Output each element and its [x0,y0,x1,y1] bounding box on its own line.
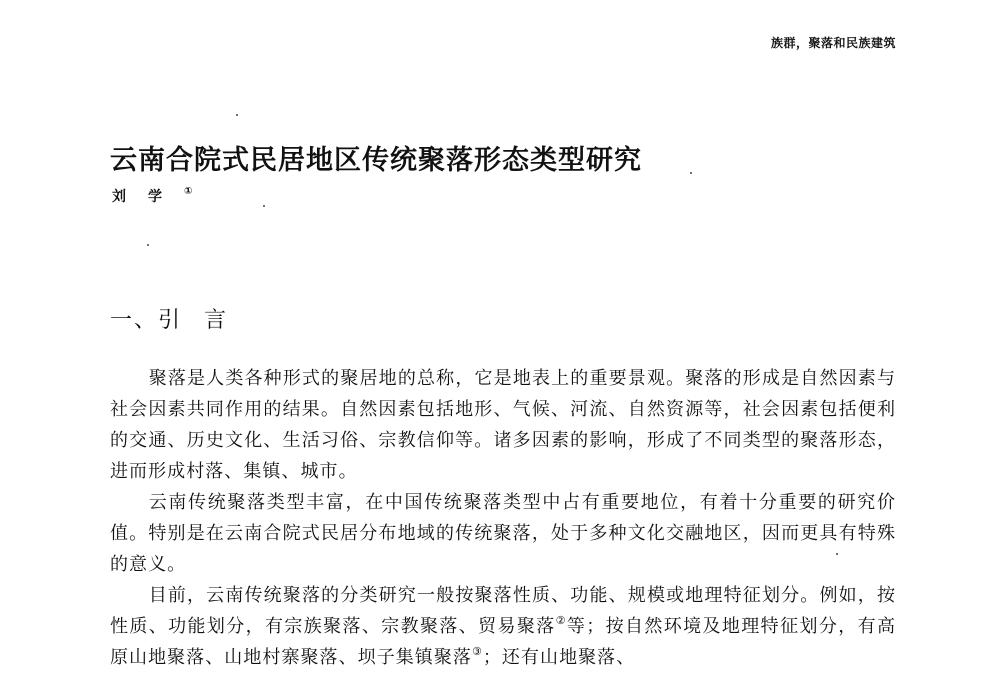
scan-speck [263,205,265,207]
body-text [110,363,896,673]
author-name: 刘学 [112,189,184,205]
author-footnote-marker: ① [184,186,193,197]
section-title-part2: 言 [204,308,229,333]
running-header: 族群，聚落和民族建筑 [770,36,896,50]
section-number: 一、 [110,308,159,333]
scan-speck [836,553,838,555]
author-line [112,186,192,206]
paper-title: 云南合院式民居地区传统聚落形态类型研究 [110,145,642,176]
paragraph [110,580,896,673]
paragraph: 聚落是人类各种形式的聚居地的总称，它是地表上的重要景观。聚落的形成是自然因素与社会因素共同作用的结果。自然因素包括地形、气候、河流、自然资源等，社会因素包括便利的交通、历史文化、生活习俗、宗教信仰等。诸多因素的影响，形成了不同类型的聚落形态，进而形成村落、集镇、城市。 [110,368,896,482]
footnote-marker: ② [555,614,567,627]
scan-speck [147,244,149,246]
scan-speck [236,114,238,116]
paragraph-segment: ；还有山地聚落、 [482,647,636,668]
paragraph: 云南传统聚落类型丰富，在中国传统聚落类型中占有重要地位，有着十分重要的研究价值。特别是在云南合院式民居分布地域的传统聚落，处于多种文化交融地区，因而更具有特殊的意义。 [110,492,896,575]
section-heading [110,303,228,334]
footnote-marker: ③ [471,645,483,658]
paragraph-segment: 等；按自然环境及地理特征划分，有高原山地聚落、山地村寨聚落、坝子集镇聚落 [110,616,896,668]
section-title-part1: 引 [158,308,183,333]
scan-speck [690,172,692,174]
paragraph-segment: 目前，云南传统聚落的分类研究一般按聚落性质、功能、规模或地理特征划分。例如，按性质、功能划分，有宗族聚落、宗教聚落、贸易聚落 [110,585,896,637]
